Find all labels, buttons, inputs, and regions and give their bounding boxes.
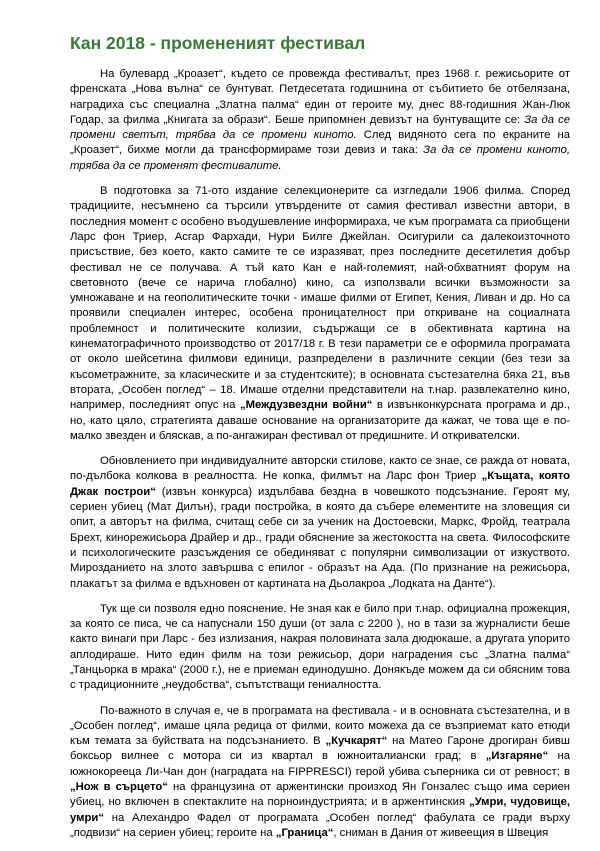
paragraph-text: в извънконкурсната програма и др., но, като цяло, стратегията даваше основание на организаторите да кажат, че това ще е по-малко звезден и бляскав, а по-ангажиран фестивал от предишните. И откривателски. [70, 399, 570, 442]
paragraph-text: на Алехандро Фадел от програмата „Особен поглед“ фабулата се гради върху „подвизи“ на сериен убиец; героите на [70, 811, 570, 839]
paragraph-5 [70, 704, 570, 842]
article-body [70, 67, 570, 851]
paragraph-text: След видяното сега по екраните на „Кроазет“, бихме могли да трансформираме този девиз и така: [70, 129, 570, 157]
bold-title-text: „Граница“ [275, 826, 334, 839]
bold-title-text: „Кучкарят“ [325, 735, 388, 748]
paragraph-text: на Матео Гароне дрогиран бивш боксьор вилнее с мотора си из квартал в южноиталиански град; в [70, 735, 570, 763]
paragraph-text: В подготовка за 71-ото издание селекционерите са изгледали 1906 филма. Според традициите, несъмнено са търсили утвърдените от самия фестивал известни автори, в последния момент с особено въодушевление информираха, че към програмата са приобщени Ларс фон Триер, Асгар Фархади, Нури Билге Джейлан. Осигурили са далекоизточното присъствие, без което, както самите те се изразяват, през последните десетилетия добър фестивал не се получава. А тъй като Кан е най-големият, най-обхватният форум на световното (вече се нарича глобално) кино, са използвали всички възможности за умножаване и на геополитическите точки - имаше филми от Египет, Кения, Ливан и др. Но са проявили специален интерес, особена проницателност при откриване на социалната проблемност и политическите колизии, съдържащи се в обективната картина на кинематографичното производство от 2017/18 г. В тези параметри се е оформила програмата от около шейсетина филмови единици, разпределени в различните секции (без тези за късометражните, за класическите и за студентските); в основната състезателна бяха 21, във втората, „Особен поглед“ – 18. Имаше отделни представители на т.нар. развлекателно кино, например, последният опус на [70, 185, 570, 412]
bold-title-text: „Междузвездни войни“ [239, 399, 373, 412]
paragraph-text: Обновлението при индивидуалните авторски стилове, както се знае, се ражда от новата, по-дълбока колкова в реалността. Не копка, филмът на Ларс фон Триер [70, 455, 570, 483]
paragraph-text: (извън конкурса) издълбава бездна в човешкото подсъзнание. Героят му, сериен убиец (Мат Дилън), гради постройка, в която да събере елементите на зловещия си опит, а авторът на филма, считащ себе си за ученик на Достоевски, Маркс, Фройд, театрала Брехт, кинорежисьора Драйер и др., гради обяснение за жестокостта на света. Философските и психологическите разсъждения се обединяват с популярни символизации от изкуството. Мирозданието на злото завършва с епилог - образът на Ада. (По признание на режисьора, плакатът за филма е вдъхновен от картината на Дьолакроа „Лодката на Данте“). [70, 485, 570, 590]
paragraph-2 [70, 184, 570, 444]
paragraph-text: , сниман в Дания от живеещия в Швеция [333, 826, 549, 839]
paragraph-3 [70, 454, 570, 592]
paragraph-text: По-важното в случая е, че в програмата на фестивала - и в основната състезателна, и в „Особен поглед“, имаше цяла редица от филми, които можеха да се възприемат като етюди към темата за буйствата на подсъзнанието. В [70, 704, 570, 748]
article-title: Кан 2018 - промененият фестивал [70, 33, 366, 53]
paragraph-text: на южнокорееца Ли-Чан дон (наградата на FIPPRESCI) герой убива съперника си от ревност; в [70, 750, 570, 778]
bold-title-text: „Изгаряне“ [485, 750, 549, 763]
paragraph-1 [70, 67, 570, 174]
bold-title-text: „Нож в сърцето“ [70, 781, 168, 794]
bold-title-text: „Къщата, която Джак построи“ [70, 470, 570, 498]
paragraph-text: Тук ще си позволя едно пояснение. Не зная как е било при т.нар. официална прожекция, за която се писа, че са напуснали 150 души (от зала с 2200 ), но в тази за журналисти беше както винаги при Ларс - без излизания, накрая половината зала дюдюкаше, а другата упорито аплодираше. Нито един филм на този режисьор, дори наградения със „Златна палма“ „Танцьорка в мрака“ (2000 г.), не е приеман единодушно. Донякъде можем да си обясним това с традиционните „неудобства“, съпътстващи гениалността. [70, 602, 570, 692]
italic-text: За да се промени светът, трябва да се промени киното. [70, 113, 571, 142]
paragraph-text: На булевард „Кроазет“, където се провежда фестивалът, през 1968 г. режисьорите от френската „Нова вълна“ се бунтуват. Петдесетата годишнина от събитието бе отбелязана, наградиха със специална „Златна палма“ един от героите му, днес 88-годишния Жан-Люк Годар, за филма „Книгата за образи“. Беше припомнен девизът на бунтуващите се: [70, 68, 570, 126]
bold-title-text: „Умри, чудовище, умри“ [70, 796, 570, 824]
paragraph-text: на французина от аржентински произход Ян Гонзалес също има сериен убиец, но включен в спектаклите на порноиндустрията; и в аржентинския [70, 781, 570, 809]
paragraph-4 [70, 602, 570, 694]
italic-text: За да се промени киното, трябва да се променят фестивалите. [70, 144, 570, 172]
